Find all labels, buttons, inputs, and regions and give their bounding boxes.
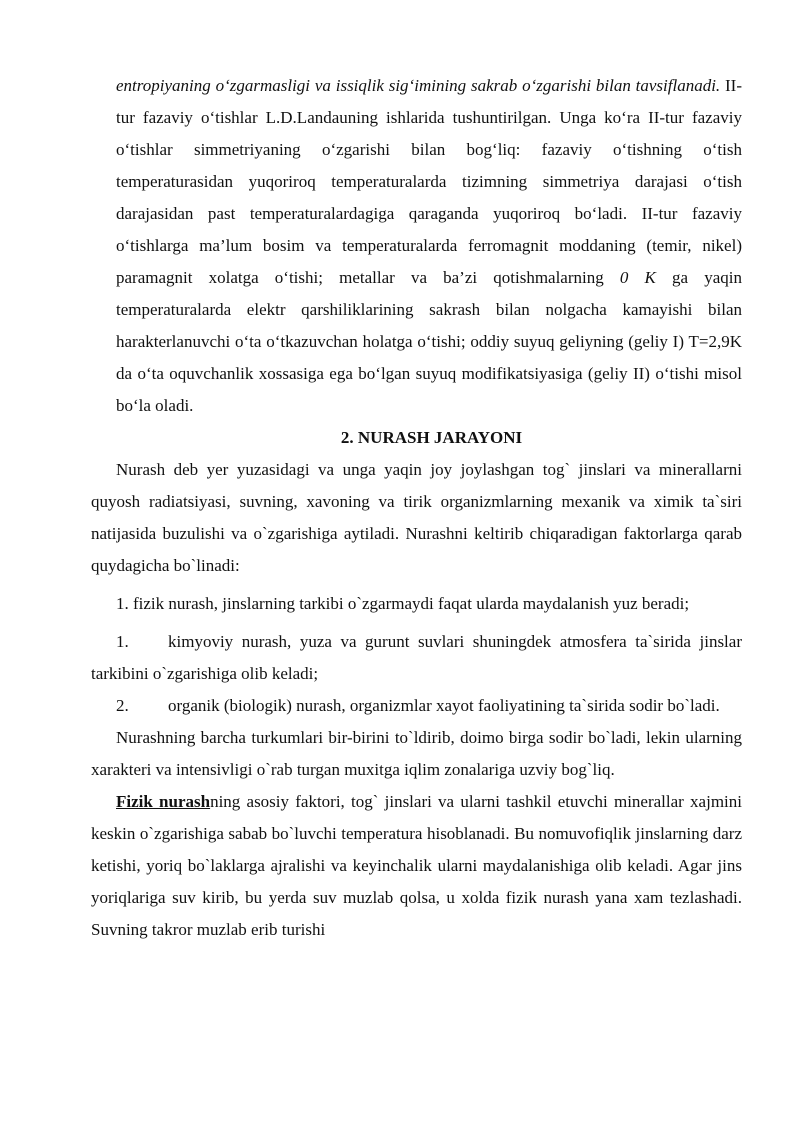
- list-item-fizik: 1. fizik nurash, jinslarning tarkibi o`zgarmaydi faqat ularda maydalanish yuz beradi;: [116, 594, 690, 613]
- summary-paragraph: Nurashning barcha turkumlari bir-birini to`ldirib, doimo birga sodir bo`ladi, lekin ularning xarakteri va intensivligi o`rab turgan muxitga iqlim zonalariga uzviy bog`liq.: [91, 728, 742, 779]
- list-item-text: organik (biologik) nurash, organizmlar xayot faoliyatining ta`sirida sodir bo`ladi.: [168, 696, 720, 715]
- fizik-nurash-paragraph: [91, 786, 742, 946]
- intro-paragraph: Nurash deb yer yuzasidagi va unga yaqin joy joylashgan tog` jinslari va minerallarni quyosh radiatsiyasi, suvning, xavoning va tirik organizmlarning mexanik va ximik ta`siri natijasida buzulishi va o`zgarishiga aytiladi. Nurashni keltirib chiqaradigan faktorlarga qarab quydagicha bo`linadi:: [91, 460, 742, 575]
- continuation-italic-lead: entropiyaning o‘zgarmasligi va issiqlik sig‘imining sakrab o‘zgarishi bilan tavsiflanadi.: [116, 76, 721, 95]
- section-heading: 2. NURASH JARAYONI: [340, 428, 523, 447]
- continuation-text-end: ga yaqin temperaturalarda elektr qarshiliklarining sakrash bilan nolgacha kamayishi bilan harakterlanuvchi o‘ta o‘tkazuvchan holatga o‘tishi; oddiy suyuq geliyning (geliy I) T=2,9K da o‘ta oquvchanlik xossasiga ega bo‘lgan suyuq modifikatsiyasiga (geliy II) o‘tishi misol bo‘la oladi.: [116, 268, 742, 415]
- list-item-organik: [91, 690, 742, 722]
- list-number: 1.: [116, 632, 129, 651]
- list-item-kimyoviy: [91, 626, 742, 690]
- fizik-nurash-term: Fizik nurash: [116, 792, 211, 811]
- list-number: 2.: [116, 696, 129, 715]
- list-item-text: kimyoviy nurash, yuza va gurunt suvlari shuningdek atmosfera ta`sirida jinslar tarkibini o`zgarishiga olib keladi;: [91, 632, 742, 683]
- document-page: [91, 70, 742, 946]
- fizik-nurash-text: ning asosiy faktori, tog` jinslari va ularni tashkil etuvchi minerallar xajmini keskin o`zgarishiga sabab bo`luvchi temperatura hisoblanadi. Bu nomuvofiqlik jinslarning darz ketishi, yoriq bo`laklarga ajralishi va keyinchalik ularni maydalanishiga olib keladi. Agar jins yoriqlariga suv kirib, bu yerda suv muzlab qolsa, u xolda fizik nurash yana xam tezlashadi. Suvning takror muzlab erib turishi: [91, 792, 742, 939]
- continuation-paragraph: [91, 70, 742, 422]
- continuation-text: II-tur fazaviy o‘tishlar L.D.Landauning ishlarida tushuntirilgan. Unga ko‘ra II-tur fazaviy o‘tishlar simmetriyaning o‘zgarishi bilan bog‘liq: fazaviy o‘tishning o‘tish temperaturasidan yuqoriroq temperaturalarda tizimning simmetriya darajasi o‘tish darajasidan past temperaturalardagiga qaraganda yuqoriroq bo‘ladi. II-tur fazaviy o‘tishlarga ma’lum bosim va temperaturalarda ferromagnit moddaning (temir, nikel) paramagnit xolatga o‘tishi; metallar va ba’zi qotishmalarning: [116, 76, 742, 287]
- zero-kelvin: 0 K: [619, 268, 656, 287]
